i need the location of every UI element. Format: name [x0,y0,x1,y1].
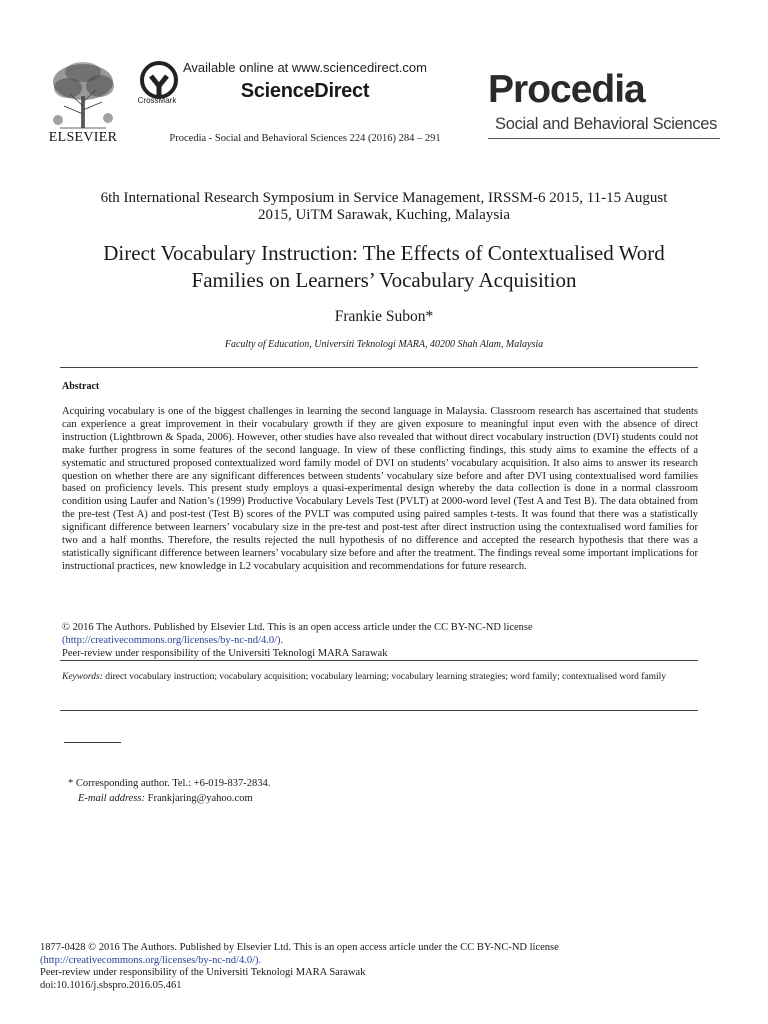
abstract-text: Acquiring vocabulary is one of the biggest challenges in learning the second language in Malaysia. Classroom research has ascertained that students can experience a great improvement in their vocabulary growth if they are given exposure to meaningful input even with the absence of direct instruction (Lightbrown & Spada, 2006). However, other studies have also revealed that without direct vocabulary instruction (DVI) students could not make further progress in some features of the second language. In view of these conflicting findings, this study aims to examine the effects of a systematic and structured proposed contextualized word family model of DVI on students’ vocabulary acquisition. It also aims to answer its research question on whether there are any significant differences between students’ vocabulary size before and after DVI using contextualised word families based on proficiency levels. This present study employs a quasi-experimental design whereby the data collection is done in a normal classroom condition using Laufer and Nation’s (1999) Productive Vocabulary Levels Test (PVLT) at 2000-word level (Test A and Test B). The data obtained from the pre-test (Test A) and post-test (Test B) scores of the PVLT was computed using paired samples t-tests. It was found that there was a statistically significant difference between learners’ vocabulary size in the pre-test and post-test after direct instruction using the contextualised word families for two and a half months. Therefore, the results rejected the null hypothesis of no difference and accepted the research hypothesis that there was a statistically significant difference between learners’ vocabulary size before and after the treatment. The findings reveal some important implications for instructional practices, new knowledge in L2 vocabulary acquisition and recommendations for future research. [62,406,698,572]
corresponding-author-phone: * Corresponding author. Tel.: +6-019-837-2834. [68,778,271,789]
doi[interactable]: doi:10.1016/j.sbspro.2016.05.461 [40,979,182,991]
keywords-bottom-rule [60,710,698,711]
author-affiliation: Faculty of Education, Universiti Teknologi MARA, 40200 Shah Alam, Malaysia [224,339,544,350]
conference-info [60,190,708,224]
conference-line-1: 6th International Research Symposium in Service Management, IRSSM-6 2015, 11-15 August [100,190,668,206]
copyright-notice [62,622,698,660]
conference-line-2: 2015, UiTM Sarawak, Kuching, Malaysia [257,207,511,223]
journal-citation: Procedia - Social and Behavioral Sciences 224 (2016) 284 – 291 [169,133,441,144]
page-footer [40,942,700,992]
elsevier-wordmark: ELSEVIER [48,130,118,145]
sciencedirect-logo: ScienceDirect [240,80,370,102]
peer-review-line: Peer-review under responsibility of the Universiti Teknologi MARA Sarawak [62,647,388,659]
keywords-text: direct vocabulary instruction; vocabulary acquisition; vocabulary learning; vocabulary learning strategies; word family; contextualised word family [105,672,667,682]
crossmark-label: CrossMark [137,96,177,105]
journal-divider [488,138,720,139]
abstract-heading: Abstract [62,381,100,392]
journal-subtitle: Social and Behavioral Sciences [495,115,718,133]
copyright-line: © 2016 The Authors. Published by Elsevier Ltd. This is an open access article under the CC BY-NC-ND license [62,622,533,633]
email-address[interactable]: Frankjaring@yahoo.com [147,793,253,804]
paper-title-line-2: Families on Learners’ Vocabulary Acquisition [191,268,577,292]
keywords-block [62,671,698,684]
paper-title-line-1: Direct Vocabulary Instruction: The Effects of Contextualised Word [103,241,665,265]
footnote-rule [64,742,121,743]
email-label: E-mail address: [78,793,145,804]
footer-peer-review: Peer-review under responsibility of the Universiti Teknologi MARA Sarawak [40,967,366,978]
keywords-top-rule [60,660,698,661]
tree-icon [40,58,126,130]
license-link[interactable]: (http://creativecommons.org/licenses/by-nc-nd/4.0/). [62,634,284,646]
abstract-top-rule [60,367,698,368]
abstract-body [62,406,698,574]
author-name: Frankie Subon* [334,308,434,325]
available-online-text: Available online at www.sciencedirect.com [183,60,427,75]
journal-name: Procedia [488,68,645,111]
paper-title [40,240,728,294]
issn-copyright-line: 1877-0428 © 2016 The Authors. Published by Elsevier Ltd. This is an open access article under the CC BY-NC-ND license [40,942,559,953]
email-line [68,791,270,806]
keywords-label: Keywords: [62,672,103,682]
footer-license-link[interactable]: (http://creativecommons.org/licenses/by-nc-nd/4.0/). [40,954,262,966]
corresponding-author-footnote [68,776,270,806]
